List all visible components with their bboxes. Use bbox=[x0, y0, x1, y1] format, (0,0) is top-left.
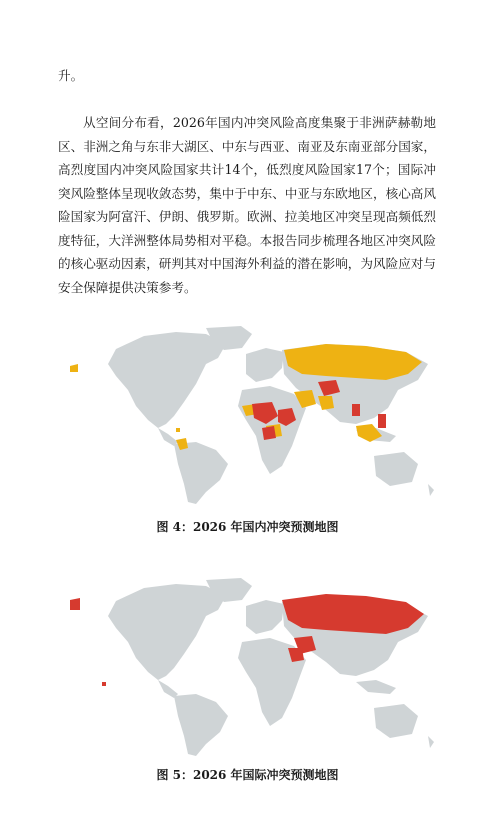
philippines-red bbox=[378, 414, 386, 428]
alaska-marker bbox=[70, 364, 78, 372]
russia-red bbox=[282, 594, 424, 634]
continuation-text: 升。 bbox=[58, 68, 84, 83]
figure5-caption: 图 5：2026 年国际冲突预测地图 bbox=[156, 768, 339, 782]
figure4-caption: 图 4：2026 年国内冲突预测地图 bbox=[156, 520, 339, 534]
alaska-red bbox=[70, 598, 80, 610]
south-asia-yellow bbox=[318, 396, 334, 410]
haiti-marker bbox=[176, 428, 180, 432]
atlantic-marker bbox=[102, 682, 106, 686]
central-africa-red bbox=[262, 426, 276, 440]
international-conflict-map bbox=[56, 576, 440, 760]
body-paragraph: 从空间分布看，2026年国内冲突风险高度集聚于非洲萨赫勒地区、非洲之角与东非大湖区、中东与西亚、南亚及东南亚部分国家，高烈度国内冲突风险国家共计14个，低烈度风险国家17个；国际冲突风险整体呈现收敛态势，集中于中东、中亚与东欧地区，核心高风险国家为阿富汗、伊朗、俄罗斯。欧洲、拉美地区冲突呈现高频低烈度特征，大洋洲整体局势相对平稳。本报告同步梳理各地区冲突风险的核心驱动因素，研判其对中国海外利益的潜在影响，为风险应对与安全保障提供决策参考。 bbox=[58, 115, 436, 295]
domestic-conflict-map bbox=[56, 324, 440, 508]
myanmar-red bbox=[352, 404, 360, 416]
